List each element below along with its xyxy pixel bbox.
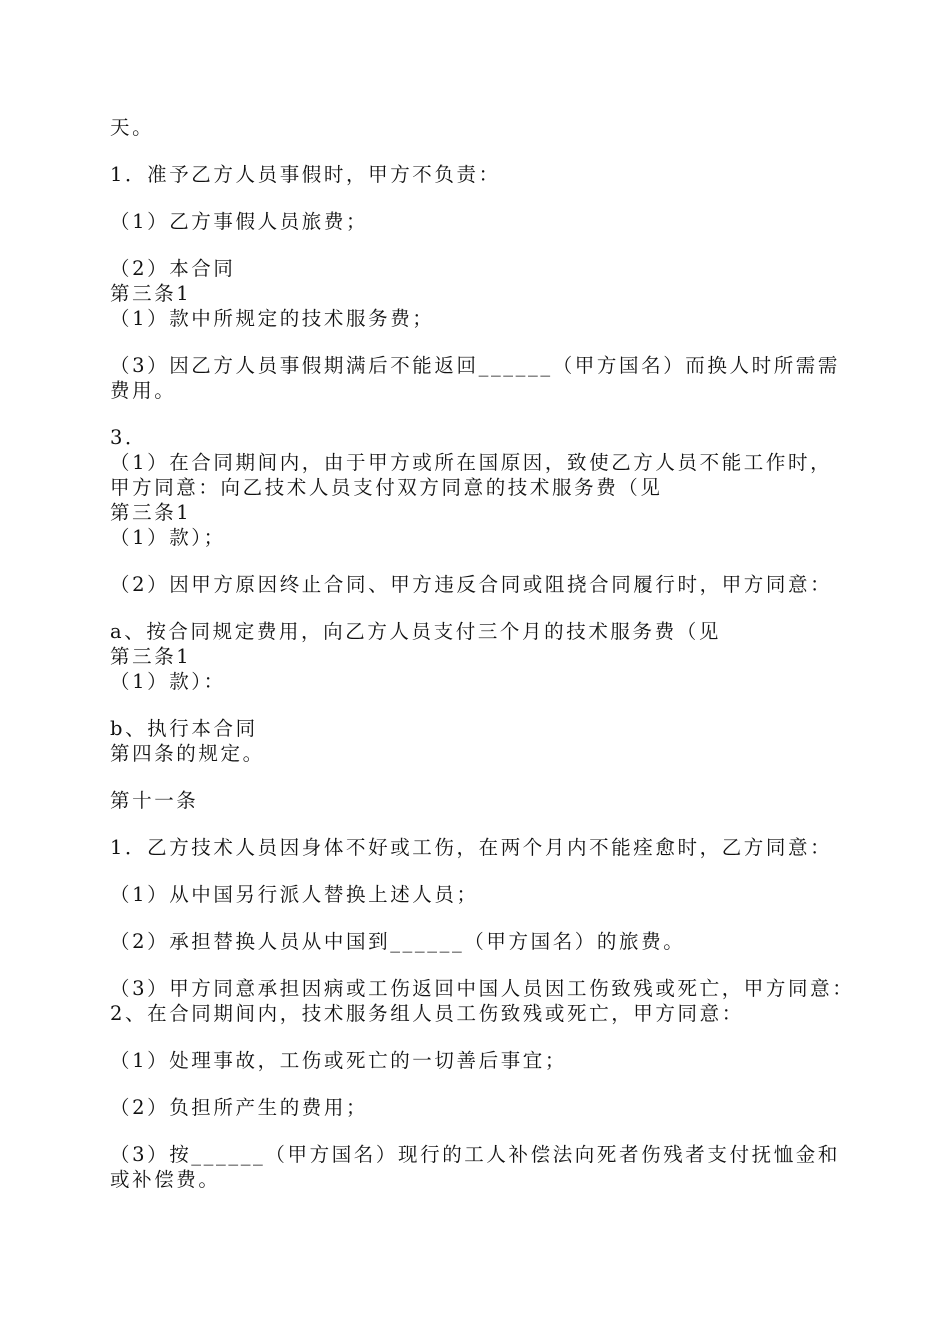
text-line: a、按合同规定费用，向乙方人员支付三个月的技术服务费（见 bbox=[110, 620, 721, 643]
text-line: 第三条1 bbox=[110, 501, 192, 524]
text-line: （3）按______（甲方国名）现行的工人补偿法向死者伤残者支付抚恤金和 bbox=[110, 1143, 841, 1166]
text-line: b、执行本合同 bbox=[110, 717, 258, 740]
text-line: 3． bbox=[110, 426, 148, 449]
text-line: 2、在合同期间内，技术服务组人员工伤致残或死亡，甲方同意： bbox=[110, 1002, 744, 1025]
text-line: （1）款）： bbox=[110, 670, 226, 693]
text-line: 费用。 bbox=[110, 379, 177, 402]
text-line: （1）乙方事假人员旅费； bbox=[110, 210, 369, 233]
text-line: 第四条的规定。 bbox=[110, 742, 265, 765]
text-line: （2）因甲方原因终止合同、甲方违反合同或阻挠合同履行时，甲方同意： bbox=[110, 573, 833, 596]
text-line: （1）从中国另行派人替换上述人员； bbox=[110, 883, 479, 906]
text-line: （3）甲方同意承担因病或工伤返回中国人员因工伤致残或死亡，甲方同意： bbox=[110, 977, 855, 1000]
section-heading: 第十一条 bbox=[110, 789, 199, 812]
document-body bbox=[110, 115, 855, 1192]
text-line: 甲方同意：向乙技术人员支付双方同意的技术服务费（见 bbox=[110, 476, 663, 499]
text-line: 1．准予乙方人员事假时，甲方不负责： bbox=[110, 163, 501, 186]
text-line: 第三条1 bbox=[110, 645, 192, 668]
text-line: 第三条1 bbox=[110, 282, 192, 305]
text-line: （1）款中所规定的技术服务费； bbox=[110, 307, 435, 330]
text-line: （1）款）； bbox=[110, 526, 226, 549]
text-line: 1．乙方技术人员因身体不好或工伤，在两个月内不能痊愈时，乙方同意： bbox=[110, 836, 833, 859]
text-line: 或补偿费。 bbox=[110, 1168, 221, 1191]
text-line: （1）在合同期间内，由于甲方或所在国原因，致使乙方人员不能工作时， bbox=[110, 451, 833, 474]
text-line: （3）因乙方人员事假期满后不能返回______（甲方国名）而换人时所需需 bbox=[110, 354, 841, 377]
text-line: （2）负担所产生的费用； bbox=[110, 1096, 369, 1119]
text-line: （1）处理事故，工伤或死亡的一切善后事宜； bbox=[110, 1049, 568, 1072]
text-line: （2）承担替换人员从中国到______（甲方国名）的旅费。 bbox=[110, 930, 686, 953]
text-line: （2）本合同 bbox=[110, 257, 236, 280]
text-line: 天。 bbox=[110, 116, 155, 139]
